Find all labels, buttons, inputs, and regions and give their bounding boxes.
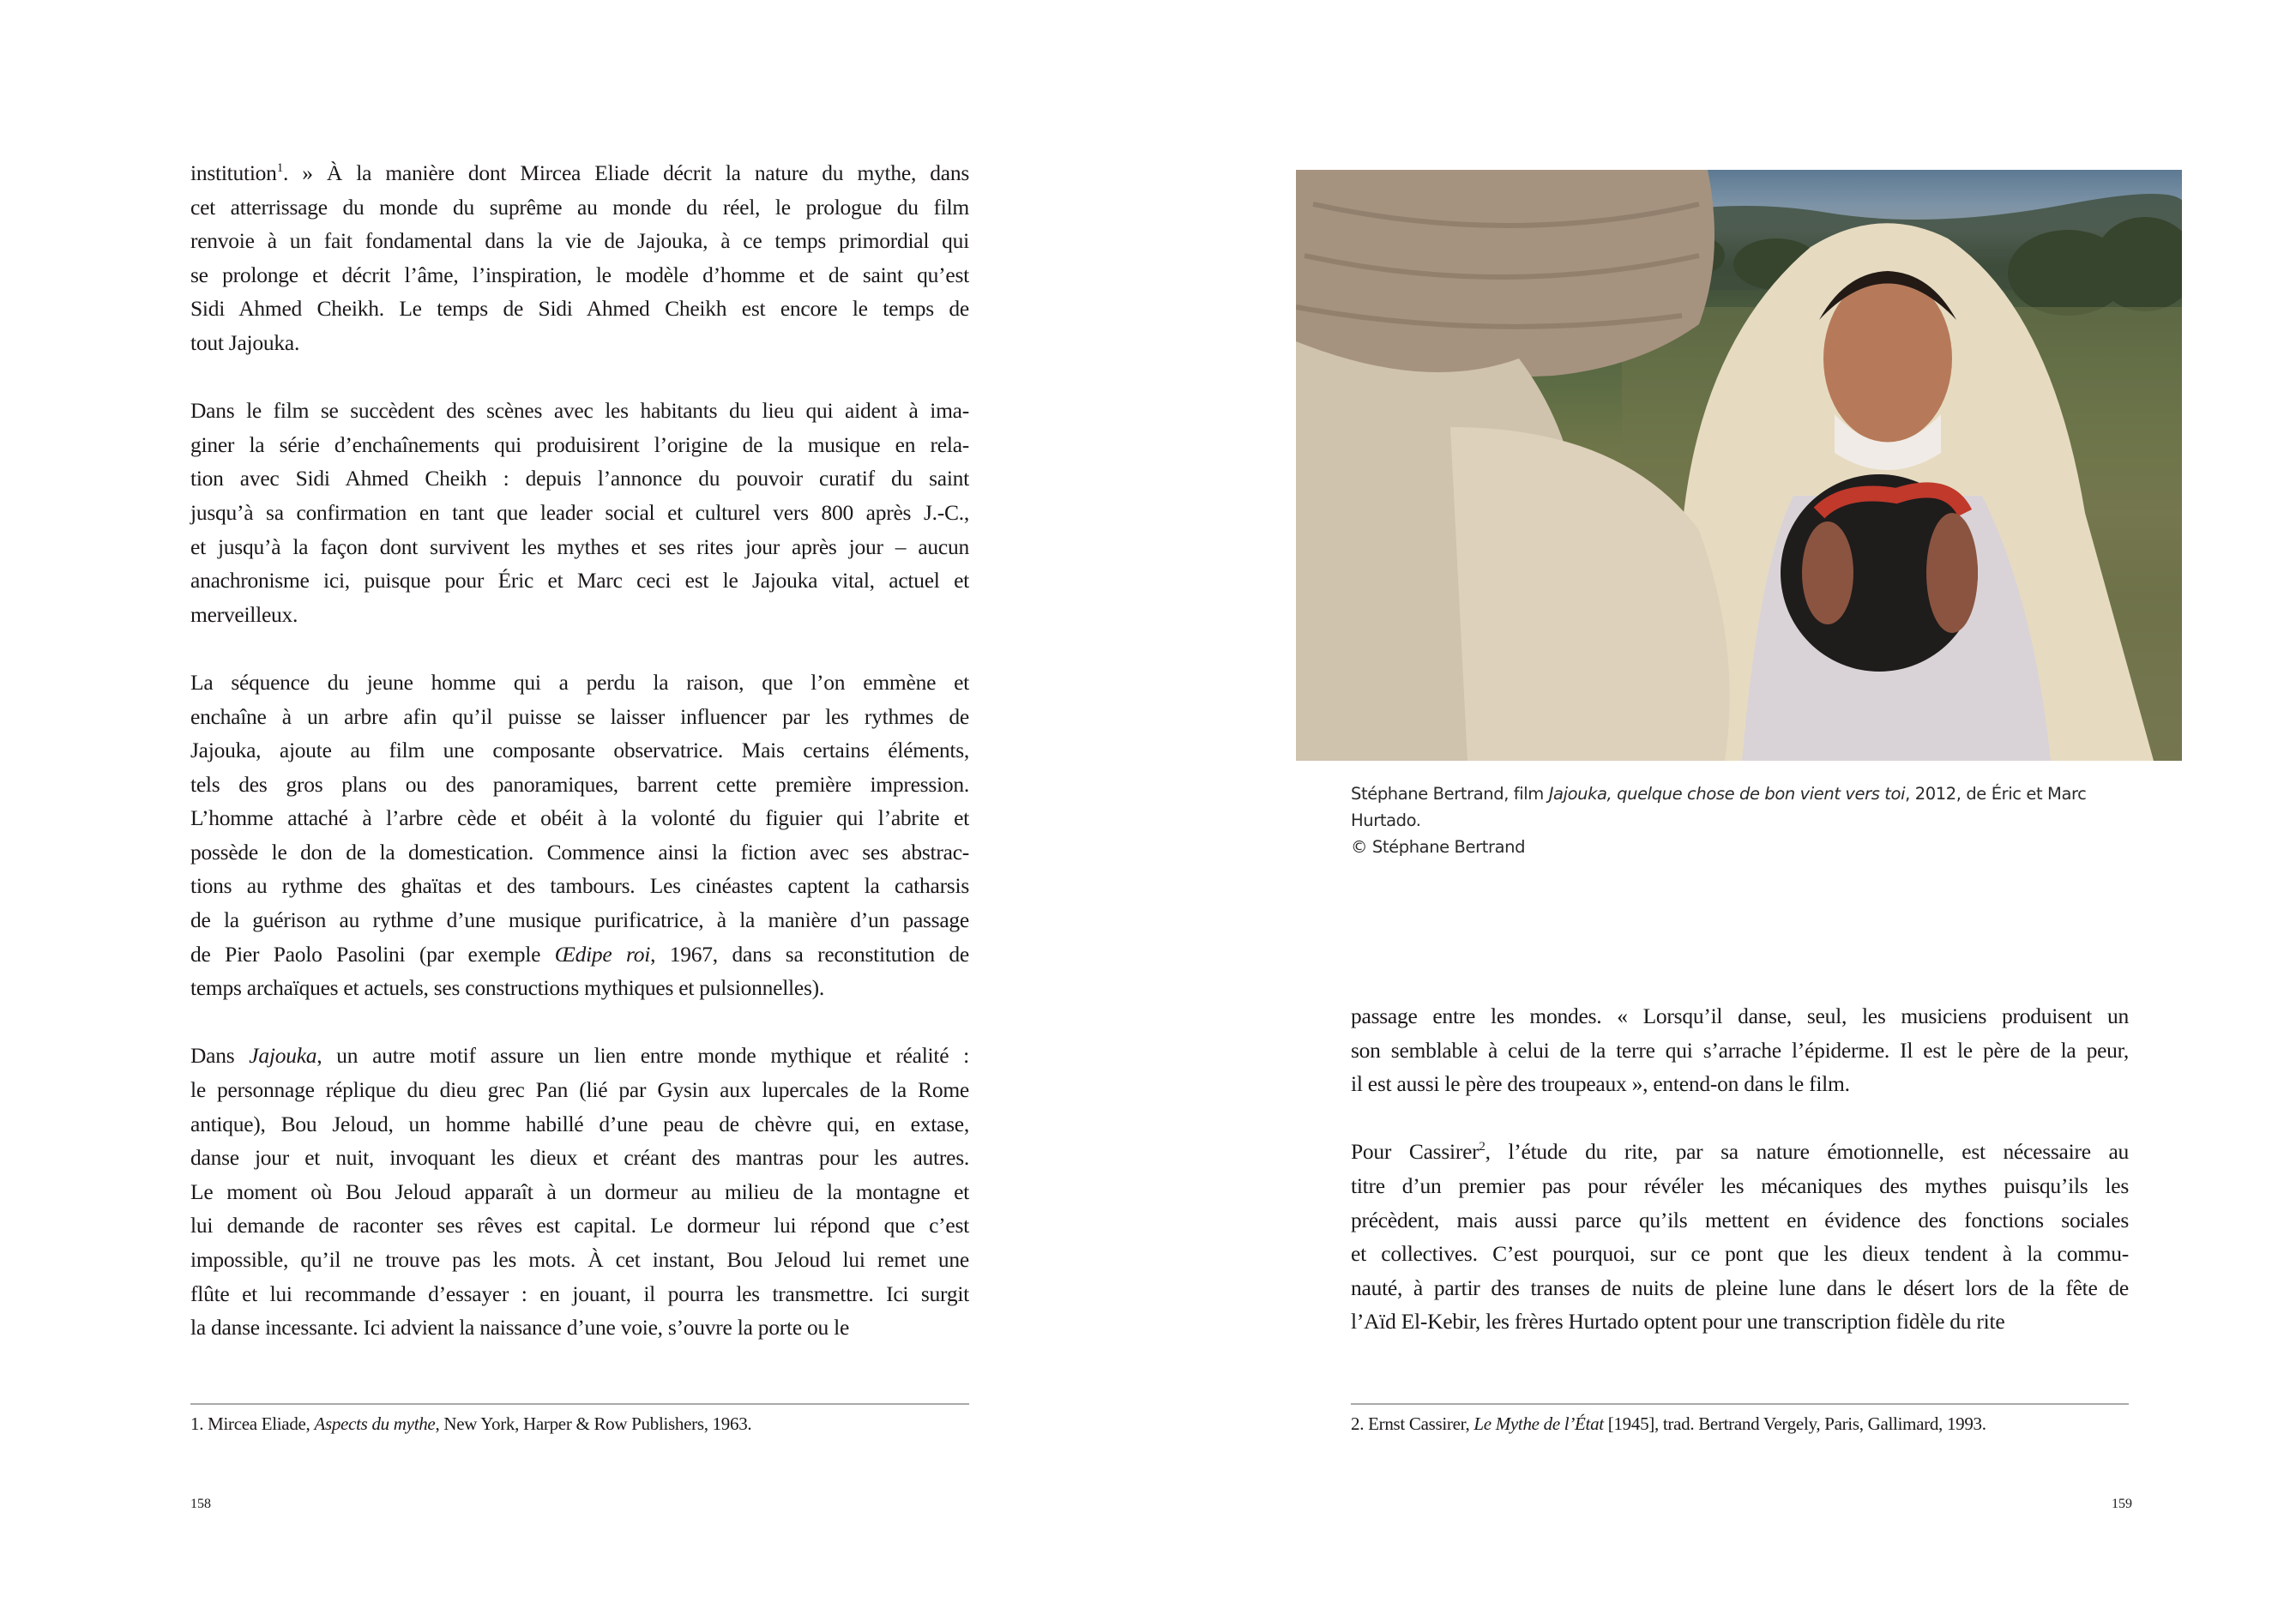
text-run: merveilleux. [190,601,298,627]
text-line [1351,1033,2129,1068]
text-run: se prolonge et décrit l’âme, l’inspiration, le modèle d’homme et de saint qu’est [190,262,969,287]
text-line [190,733,969,768]
text-line [190,1141,969,1175]
text-line [190,224,969,258]
text-line [190,461,969,496]
text-line [190,394,969,428]
text-run: flûte et lui recommande d’essayer : en jouant, il pourra les transmettre. Ici surgit [190,1281,969,1306]
text-run: , New York, Harper & Row Publishers, 1963. [435,1413,752,1434]
text-run: , 1967, dans sa reconstitution de [650,941,969,967]
text-run: de la guérison au rythme d’une musique purificatrice, à la manière d’un passage [190,907,969,933]
text-run: temps archaïques et actuels, ses constructions mythiques et pulsionnelles). [190,975,824,1001]
text-line [190,496,969,530]
text-run: passage entre les mondes. « Lorsqu’il danse, seul, les musiciens produisent un [1351,1003,2129,1028]
italic-title: Œdipe roi [554,941,651,967]
footnote-divider [1351,1403,2129,1405]
paragraph [190,666,969,1005]
left-body-text [190,156,969,1345]
text-run: tion avec Sidi Ahmed Cheikh : depuis l’annonce du pouvoir curatif du saint [190,466,969,491]
text-line [190,1208,969,1243]
text-run: Sidi Ahmed Cheikh. Le temps de Sidi Ahmed Cheikh est encore le temps de [190,296,969,322]
text-run: cet atterrissage du monde du suprême au monde du réel, le prologue du film [190,194,969,220]
footnote-divider [190,1403,969,1405]
text-run: l’Aïd El-Kebir, les frères Hurtado optent pour une transcription fidèle du rite [1351,1309,2005,1335]
text-run: tions au rythme des ghaïtas et des tambours. Les cinéastes captent la catharsis [190,873,969,899]
caption-line [1351,780,2157,834]
text-line [190,700,969,734]
photo-illustration [1296,170,2182,761]
text-run: antique), Bou Jeloud, un homme habillé d’une peau de chèvre qui, en extase, [190,1111,969,1136]
text-run: . » À la manière dont Mircea Eliade décrit la nature du mythe, dans [282,160,969,185]
text-line [190,1311,969,1345]
text-line [190,835,969,870]
text-line [190,1073,969,1107]
paragraph [190,156,969,360]
paragraph [190,394,969,631]
text-line [1351,1203,2129,1238]
text-line [1351,1271,2129,1305]
film-still-photo [1296,170,2182,761]
paragraph [190,1039,969,1344]
text-line [190,428,969,462]
text-line [1351,999,2129,1033]
text-run: L’homme attaché à l’arbre cède et obéit à la volonté du figuier qui l’abrite et [190,805,969,831]
text-line [190,1243,969,1277]
text-run: danse jour et nuit, invoquant les dieux et créant des mantras pour les autres. [190,1145,969,1171]
text-run: de Pier Paolo Pasolini (par exemple [190,941,555,967]
text-line [190,1107,969,1142]
text-run: © Stéphane Bertrand [1351,837,1526,857]
text-line [1351,1169,2129,1203]
text-run: la danse incessante. Ici advient la naissance d’une voie, s’ouvre la porte ou le [190,1315,850,1341]
text-line [1351,1237,2129,1271]
text-line [190,190,969,225]
italic-title: Jajouka, quelque chose de bon vient vers toi [1548,784,1906,804]
footnote-reference[interactable]: 2 [1479,1140,1485,1154]
text-run: le personnage réplique du dieu grec Pan (lié par Gysin aux lupercales de la Rome [190,1077,969,1103]
text-run: son semblable à celui de la terre qui s’arrache l’épiderme. Il est le père de la peur, [1351,1037,2129,1063]
text-line [190,598,969,632]
text-run: , un autre motif assure un lien entre monde mythique et réalité : [316,1043,969,1069]
text-run: anachronisme ici, puisque pour Éric et Marc ceci est le Jajouka vital, actuel et [190,568,969,594]
text-line [190,666,969,700]
page-number: 159 [2112,1497,2132,1511]
right-body-text [1351,999,2129,1339]
text-run: jusqu’à sa confirmation en tant que leader social et culturel vers 800 après J.-C., [190,499,969,525]
page-number: 158 [190,1497,211,1511]
italic-title: Le Mythe de l’État [1473,1413,1604,1434]
text-run: institution [190,160,277,185]
text-run: 1. Mircea Eliade, [190,1413,315,1434]
text-run: il est aussi le père des troupeaux », entend-on dans le film. [1351,1071,1850,1097]
text-run: et jusqu’à la façon dont survivent les mythes et ses rites jour après jour – aucun [190,533,969,559]
text-line [190,801,969,835]
text-run: giner la série d’enchaînements qui produisirent l’origine de la musique en rela- [190,431,969,457]
text-line [190,903,969,937]
text-run: tout Jajouka. [190,329,300,355]
text-run: enchaîne à un arbre afin qu’il puisse se laisser influencer par les rythmes de [190,703,969,729]
text-line [190,869,969,903]
text-line [190,326,969,360]
paragraph [1351,1135,2129,1339]
text-line [190,530,969,564]
text-run: tels des gros plans ou des panoramiques, barrent cette première impression. [190,771,969,797]
italic-title: Jajouka [249,1043,317,1069]
text-run: 2. Ernst Cassirer, [1351,1413,1474,1434]
text-line [190,1277,969,1311]
text-run: précèdent, mais aussi parce qu’ils mettent en évidence des fonctions sociales [1351,1207,2129,1232]
text-run: , l’étude du rite, par sa nature émotionnelle, est nécessaire au [1485,1139,2130,1165]
italic-title: Aspects du mythe [314,1413,436,1434]
text-line [1351,1135,2129,1169]
text-run: impossible, qu’il ne trouve pas les mots. À cet instant, Bou Jeloud lui remet une [190,1247,969,1272]
text-line [190,1039,969,1073]
text-run: et collectives. C’est pourquoi, sur ce pont que les dieux tendent à la commu- [1351,1241,2129,1267]
text-run: [1945], trad. Bertrand Vergely, Paris, Gallimard, 1993. [1603,1413,1986,1434]
photo-caption [1351,780,2157,860]
text-line [190,1175,969,1209]
text-run: renvoie à un fait fondamental dans la vie de Jajouka, à ce temps primordial qui [190,228,969,254]
text-line [190,971,969,1005]
text-run: Jajouka, ajoute au film une composante observatrice. Mais certains éléments, [190,738,969,763]
text-run: Le moment où Bou Jeloud apparaît à un dormeur au milieu de la montagne et [190,1178,969,1204]
footnote-reference[interactable]: 1 [276,161,283,175]
text-run: Stéphane Bertrand, film [1351,784,1549,804]
text-line [190,768,969,802]
paragraph [1351,999,2129,1101]
text-run: Pour Cassirer [1351,1139,1479,1165]
text-line [1351,1067,2129,1101]
text-line [190,937,969,972]
text-run: , 2012, de Éric et Marc Hurtado. [1351,784,2087,830]
text-line [190,258,969,292]
text-run: Dans [190,1043,250,1069]
footnote-2 [1351,1413,1986,1435]
caption-line [1351,834,2157,860]
text-run: Dans le film se succèdent des scènes avec les habitants du lieu qui aident à ima- [190,398,969,424]
footnote-1 [190,1413,751,1435]
text-line [190,563,969,598]
text-run: lui demande de raconter ses rêves est capital. Le dormeur lui répond que c’est [190,1213,969,1238]
text-run: La séquence du jeune homme qui a perdu la raison, que l’on emmène et [190,669,969,695]
text-line [190,292,969,326]
text-line [190,156,969,190]
text-run: titre d’un premier pas pour révéler les mécaniques des mythes puisqu’ils les [1351,1172,2129,1198]
text-run: nauté, à partir des transes de nuits de pleine lune dans le désert lors de la fête de [1351,1275,2129,1300]
text-run: possède le don de la domestication. Commence ainsi la fiction avec ses abstrac- [190,839,969,865]
text-line [1351,1305,2129,1339]
